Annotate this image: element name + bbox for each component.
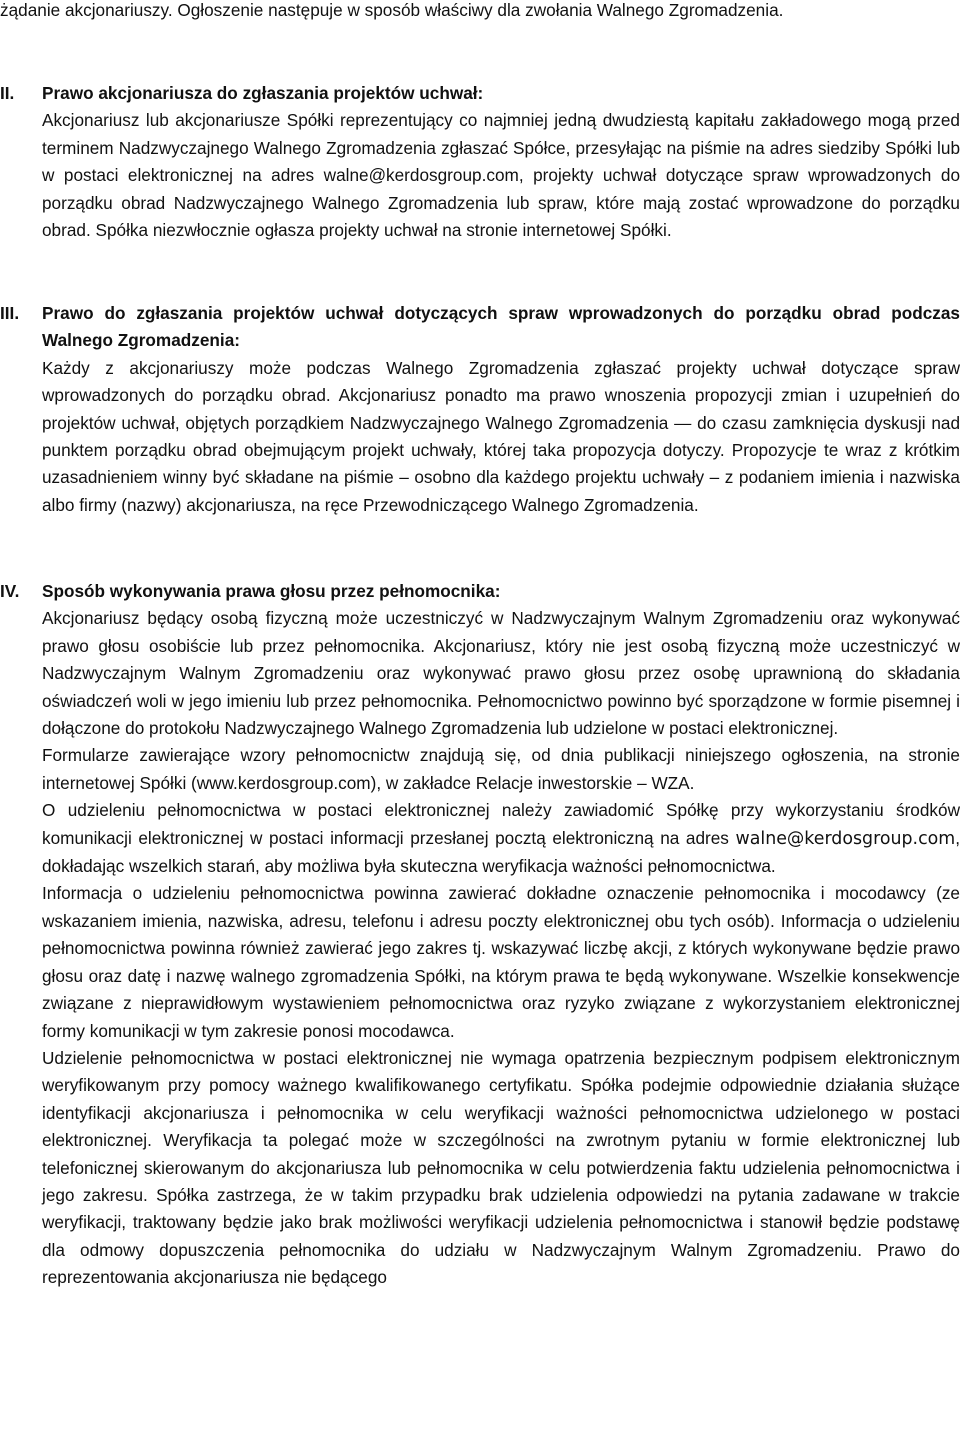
section-4 — [42, 578, 960, 1292]
section-4-paragraph-3-end: , dokładając wszelkich starań, aby możliwa była skuteczna weryfikacja ważności pełnomocnictwa. — [42, 827, 960, 877]
intro-paragraph: żądanie akcjonariuszy. Ogłoszenie następuje w sposób właściwy dla zwołania Walnego Zgromadzenia. — [0, 0, 784, 20]
section-4-number: IV. — [0, 581, 20, 601]
section-4-paragraph-2: Formularze zawierające wzory pełnomocnictw znajdują się, od dnia publikacji niniejszego ogłoszenia, na stronie internetowej Spółki (www.kerdosgroup.com), w zakładce Relacje inwestorskie – WZA. — [42, 745, 960, 793]
section-4-paragraph-4: Informacja o udzieleniu pełnomocnictwa powinna zawierać dokładne oznaczenie pełnomocnika i mocodawcy (ze wskazaniem imienia, nazwiska, adresu, telefonu i adresu poczty elektronicznej obu tych osób). Informacja o udzieleniu pełnomocnictwa powinna również zawierać jego zakres tj. wskazywać liczbę akcji, z których wykonywane będzie prawo głosu oraz datę i nazwę walnego zgromadzenia Spółki, na którym prawa te będą wykonywane. Wszelkie konsekwencje związane z nieprawidłowym wystawieniem pełnomocnictwa oraz ryzyko związane z wykorzystaniem elektronicznej formy komunikacji w tym zakresie ponosi mocodawca. — [42, 883, 960, 1041]
section-3-number: III. — [0, 303, 20, 323]
section-2-body: Akcjonariusz lub akcjonariusze Spółki reprezentujący co najmniej jedną dwudziestą kapitału zakładowego mogą przed terminem Nadzwyczajnego Walnego Zgromadzenia zgłaszać Spółce, przesyłając na piśmie na adres siedziby Spółki lub w postaci elektronicznej na adres walne@kerdosgroup.com, projekty uchwał dotyczące spraw wprowadzonych do porządku obrad Nadzwyczajnego Walnego Zgromadzenia lub spraw, które mają zostać wprowadzone do porządku obrad. Spółka niezwłocznie ogłasza projekty uchwał na stronie internetowej Spółki. — [42, 110, 960, 241]
section-3 — [42, 300, 960, 519]
section-4-paragraph-3 — [42, 800, 960, 876]
section-2 — [42, 80, 960, 244]
section-3-body: Każdy z akcjonariuszy może podczas Walnego Zgromadzenia zgłaszać projekty uchwał dotyczące spraw wprowadzonych do porządku obrad. Akcjonariusz ponadto ma prawo wnoszenia propozycji zmian i uzupełnień do projektów uchwał, objętych porządkiem Nadzwyczajnego Walnego Zgromadzenia — do czasu zamknięcia dyskusji nad punktem porządku obrad obejmującym projekt uchwały, której taka propozycja dotyczy. Propozycje te wraz z krótkim uzasadnieniem winny być składane na piśmie – osobno dla każdego projektu uchwały – z podaniem imienia i nazwiska albo firmy (nazwy) akcjonariusza, na ręce Przewodniczącego Walnego Zgromadzenia. — [42, 357, 960, 515]
section-2-number: II. — [0, 83, 15, 103]
section-4-paragraph-5: Udzielenie pełnomocnictwa w postaci elektronicznej nie wymaga opatrzenia bezpiecznym podpisem elektronicznym weryfikowanym przy pomocy ważnego kwalifikowanego certyfikatu. Spółka podejmie odpowiednie działania służące identyfikacji akcjonariusza i pełnomocnika w celu weryfikacji ważności pełnomocnictwa udzielonego w postaci elektronicznej. Weryfikacja ta polegać może w szczególności na zwrotnym pytaniu w formie elektronicznej lub telefonicznej skierowanym do akcjonariusza lub pełnomocnika w celu potwierdzenia faktu udzielenia pełnomocnictwa i jego zakresu. Spółka zastrzega, że w takim przypadku brak udzielenia odpowiedzi na pytania zadawane w trakcie weryfikacji, traktowany będzie jako brak możliwości weryfikacji udzielenia pełnomocnictwa i stanowił będzie podstawę dla odmowy dopuszczenia pełnomocnika do udziału w Nadzwyczajnym Walnym Zgromadzeniu. Prawo do reprezentowania akcjonariusza nie będącego — [42, 1047, 960, 1288]
section-4-paragraph-1: Akcjonariusz będący osobą fizyczną może uczestniczyć w Nadzwyczajnym Walnym Zgromadzeniu oraz wykonywać prawo głosu osobiście lub przez pełnomocnika. Akcjonariusz, który nie jest osobą fizyczną może uczestniczyć w Nadzwyczajnym Walnym Zgromadzeniu oraz wykonywać prawo głosu przez osobę uprawnioną do składania oświadczeń woli w jego imieniu lub przez pełnomocnika. Pełnomocnictwo powinno być sporządzone w formie pisemnej i dołączone do protokołu Nadzwyczajnego Walnego Zgromadzenia lub udzielone w postaci elektronicznej. — [42, 608, 960, 739]
email-address: walne@kerdosgroup.com — [735, 828, 956, 849]
section-3-title: Prawo do zgłaszania projektów uchwał dotyczących spraw wprowadzonych do porządku obrad podczas Walnego Zgromadzenia: — [42, 303, 960, 351]
section-4-title: Sposób wykonywania prawa głosu przez pełnomocnika: — [42, 581, 501, 601]
section-2-title: Prawo akcjonariusza do zgłaszania projektów uchwał: — [42, 83, 484, 103]
section-4-paragraph-3-start: O udzieleniu pełnomocnictwa w postaci elektronicznej należy zawiadomić Spółkę przy wykorzystaniu środków komunikacji elektronicznej w postaci informacji przesłanej pocztą elektroniczną na adres — [42, 800, 960, 848]
